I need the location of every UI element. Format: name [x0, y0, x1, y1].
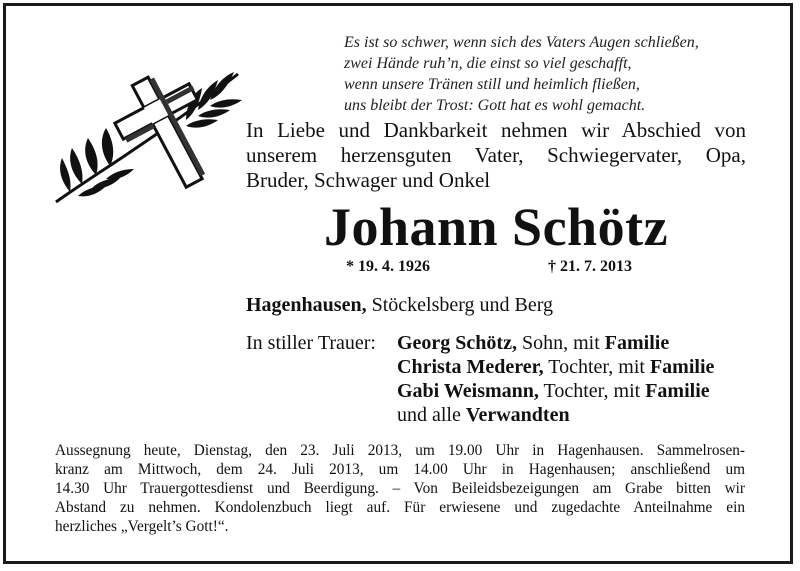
closing-prefix: und alle	[397, 404, 466, 426]
mourner-relation: Tochter, mit	[538, 380, 646, 402]
mourner-family: Familie	[649, 356, 715, 378]
mourner-relation: Sohn, mit	[516, 332, 605, 354]
mourner-closing	[397, 403, 714, 427]
mourner-relation: Tochter, mit	[543, 356, 650, 378]
mourner-name: Christa Mederer,	[397, 356, 544, 378]
poem-line: uns bleibt der Trost: Gott hat es wohl gemacht.	[344, 97, 646, 114]
intro-line: In Liebe und Dankbarkeit nehmen wir Abschied von	[246, 118, 746, 142]
poem-line: Es ist so schwer, wenn sich des Vaters Augen schließen,	[344, 34, 699, 51]
notice-line: Aussegnung heute, Dienstag, den 23. Juli 2013, um 19.00 Uhr in Hagenhausen. Sammelrosen-	[55, 442, 745, 459]
intro-line: unserem herzensguten Vater, Schwiegervater, Opa,	[246, 143, 746, 167]
poem	[344, 32, 764, 116]
mourner-entry	[397, 331, 714, 355]
place-line	[246, 293, 553, 317]
mourners-label: In stiller Trauer:	[246, 332, 376, 354]
death-date: † 21. 7. 2013	[548, 258, 632, 275]
notice-line: herzliches „Vergelt’s Gott!“.	[55, 518, 229, 535]
poem-line: zwei Hände ruh’n, die einst so viel geschafft,	[344, 55, 632, 72]
service-notice	[55, 441, 745, 536]
closing-relatives: Verwandten	[465, 404, 570, 426]
mourner-entry	[397, 355, 714, 379]
birth-date: * 19. 4. 1926	[346, 258, 430, 275]
place-rest: Stöckelsberg und Berg	[366, 294, 554, 316]
mourner-entry	[397, 379, 714, 403]
place-main: Hagenhausen,	[246, 294, 367, 316]
mourner-family: Familie	[604, 332, 670, 354]
poem-line: wenn unsere Tränen still und heimlich fließen,	[344, 76, 640, 93]
deceased-name: Johann Schötz	[323, 197, 669, 257]
notice-line: 14.30 Uhr Trauergottesdienst und Beerdigung. – Von Beileidsbezeigungen am Grabe bitten wir	[55, 480, 745, 497]
mourner-name: Georg Schötz,	[397, 332, 517, 354]
mourners-list	[397, 331, 714, 427]
mourner-name: Gabi Weismann,	[397, 380, 539, 402]
intro-text	[246, 118, 746, 193]
notice-line: kranz am Mittwoch, dem 24. Juli 2013, um 14.00 Uhr in Hagenhausen; anschließend um	[55, 461, 745, 478]
mourner-family: Familie	[645, 380, 710, 402]
cross-with-palm-branch-icon	[48, 62, 253, 212]
intro-line: Bruder, Schwager und Onkel	[246, 168, 491, 192]
notice-line: Abstand zu nehmen. Kondolenzbuch liegt auf. Für erwiesene und zugedachte Anteilnahme ein	[55, 499, 745, 516]
